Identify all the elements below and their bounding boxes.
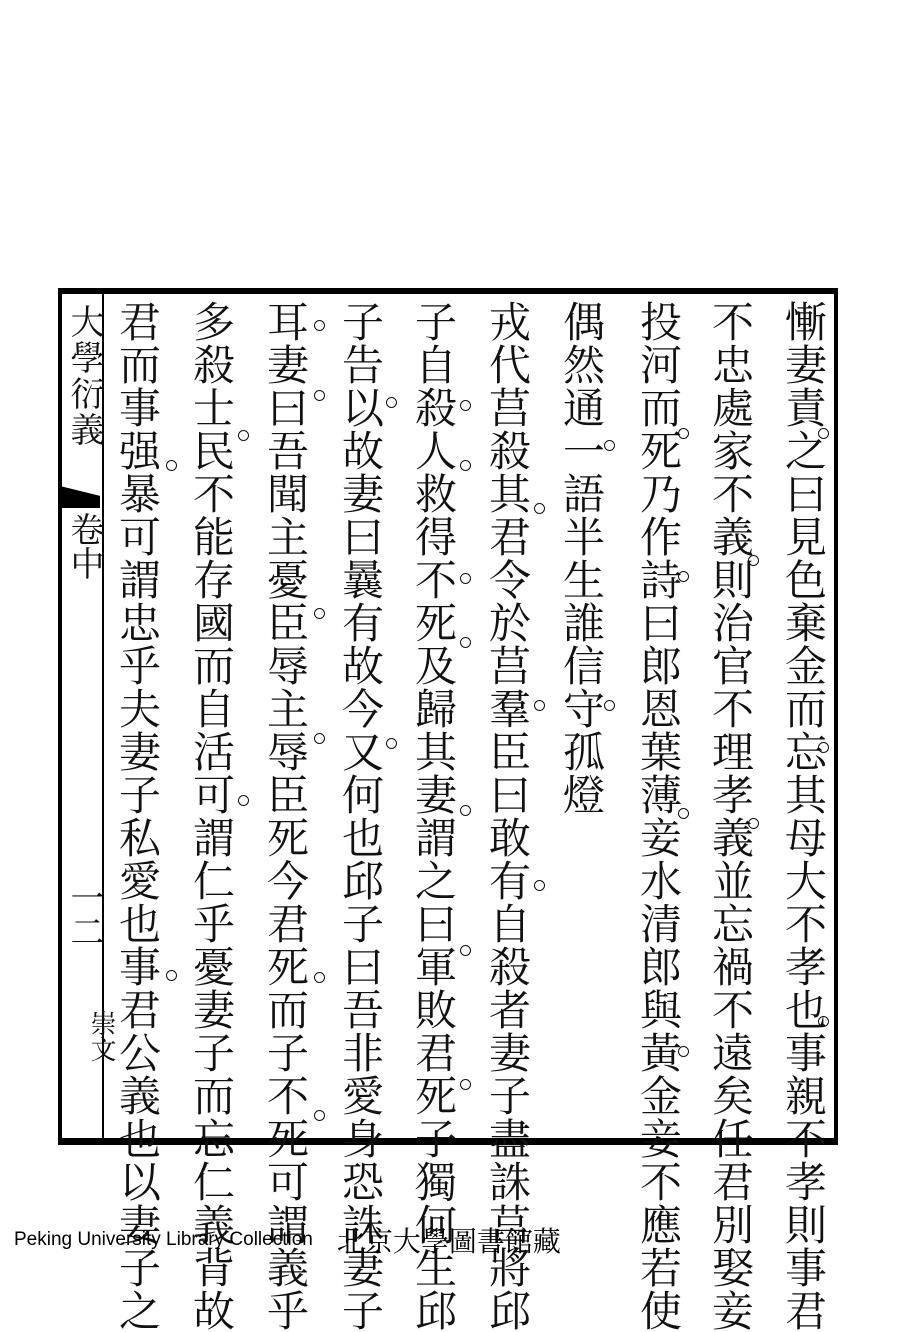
punctuation-circle xyxy=(314,390,325,401)
text-column-2: 不忠處家不義則治官不理孝義並忘禍不遠矣任君別娶妾 xyxy=(706,300,755,1332)
punctuation-circle xyxy=(238,430,249,441)
text-column-7: 子告以故妻曰曩有故今又何也邱子曰吾非愛身恐誅妻子 xyxy=(336,300,385,1332)
punctuation-circle xyxy=(314,972,325,983)
punctuation-circle xyxy=(818,1016,829,1027)
text-column-3: 投河而死乃作詩曰郎恩葉薄妾水清郎與黃金妾不應若使 xyxy=(634,300,683,1332)
collection-chinese: 北京大學圖書館藏 xyxy=(336,1225,561,1258)
punctuation-circle xyxy=(604,440,615,451)
book-title: 大學衍義 xyxy=(64,304,104,448)
text-column-5: 戎代莒殺其君令於莒羣臣曰敢有自殺者妻子盡誅莒將邱 xyxy=(483,300,532,1332)
punctuation-circle xyxy=(678,808,689,819)
punctuation-circle xyxy=(748,818,759,829)
right-rule xyxy=(834,288,838,1145)
punctuation-circle xyxy=(460,573,471,584)
top-rule xyxy=(58,288,838,294)
punctuation-circle xyxy=(314,733,325,744)
studio-mark: 崇文 xyxy=(86,1010,116,1062)
collection-footer xyxy=(14,1222,874,1258)
text-column-1: 慚妻責之曰見色棄金而忘其母大不孝也事親不孝則事君 xyxy=(779,300,828,1332)
punctuation-circle xyxy=(534,880,545,891)
punctuation-circle xyxy=(460,945,471,956)
punctuation-circle xyxy=(460,460,471,471)
punctuation-circle xyxy=(314,608,325,619)
punctuation-circle xyxy=(166,970,177,981)
punctuation-circle xyxy=(818,742,829,753)
volume-label: 卷中 xyxy=(64,512,104,580)
left-rule xyxy=(58,288,62,1145)
punctuation-circle xyxy=(238,795,249,806)
punctuation-circle xyxy=(314,1110,325,1121)
text-column-4: 偶然通一語半生誰信守孤燈 xyxy=(557,300,606,816)
text-column-8: 耳妻曰吾聞主憂臣辱主辱臣死今君死而子不死可謂義乎 xyxy=(261,300,310,1332)
collection-english: Peking University Library Collection xyxy=(14,1229,313,1250)
text-column-9: 多殺士民不能存國而自活可謂仁乎憂妻子而忘仁義背故 xyxy=(187,300,236,1332)
punctuation-circle xyxy=(166,460,177,471)
punctuation-circle xyxy=(678,428,689,439)
punctuation-circle xyxy=(386,738,397,749)
punctuation-circle xyxy=(534,700,545,711)
punctuation-circle xyxy=(604,700,615,711)
punctuation-circle xyxy=(460,805,471,816)
punctuation-circle xyxy=(748,555,759,566)
punctuation-circle xyxy=(818,428,829,439)
page-number: 一二 xyxy=(64,880,104,948)
punctuation-circle xyxy=(460,637,471,648)
text-column-6: 子自殺人救得不死及歸其妻謂之曰軍敗君死子獨何生邱 xyxy=(409,300,458,1332)
punctuation-circle xyxy=(534,503,545,514)
punctuation-circle xyxy=(460,400,471,411)
punctuation-circle xyxy=(678,571,689,582)
punctuation-circle xyxy=(460,1079,471,1090)
punctuation-circle xyxy=(386,397,397,408)
punctuation-circle xyxy=(314,320,325,331)
punctuation-circle xyxy=(678,1046,689,1057)
text-column-10: 君而事强暴可謂忠乎夫妻子私愛也事君公義也以妻子之 xyxy=(113,300,162,1332)
